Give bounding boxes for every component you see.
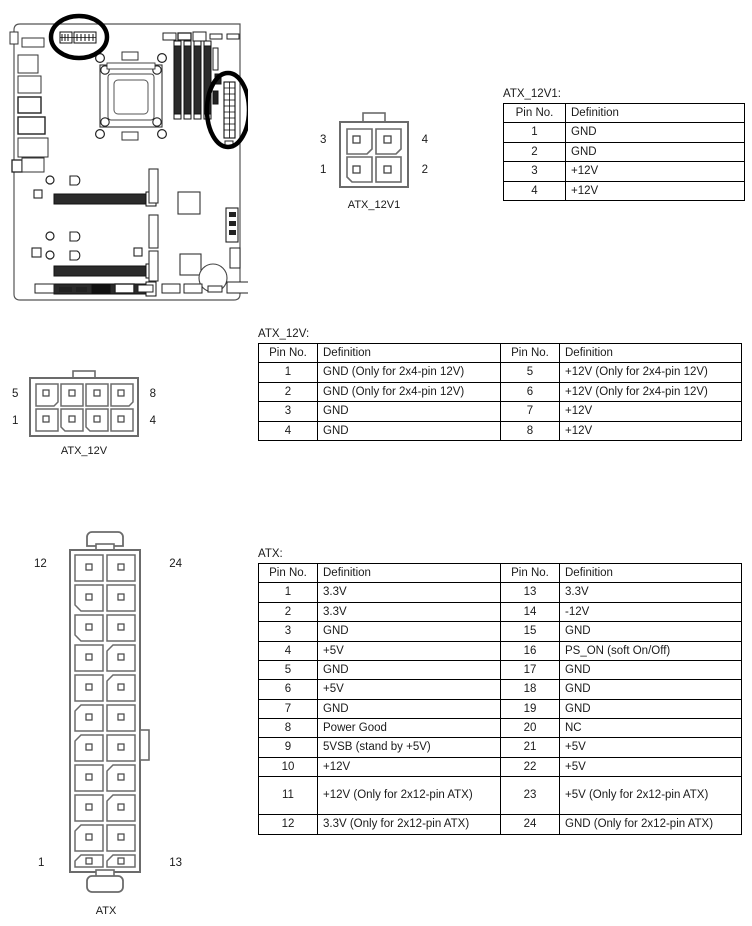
table-row xyxy=(259,382,742,401)
table-row xyxy=(504,181,745,200)
table-row xyxy=(504,162,745,181)
cell-definition-left: +5V xyxy=(318,680,501,699)
atx-connector-drawing xyxy=(26,530,186,920)
col-header-definition-left: Definition xyxy=(318,564,501,583)
cell-pin-left: 3 xyxy=(259,402,318,421)
cell-pin-left: 5 xyxy=(259,660,318,679)
table-row xyxy=(259,421,742,440)
col-header-definition-right: Definition xyxy=(560,564,742,583)
cell-pin-left: 12 xyxy=(259,815,318,834)
cell-pin-right: 15 xyxy=(501,622,560,641)
cell-pin-left: 3 xyxy=(259,622,318,641)
cell-definition-left: GND xyxy=(318,622,501,641)
table-row xyxy=(259,602,742,621)
cell-definition-right: NC xyxy=(560,719,742,738)
col-header-pin-no-right: Pin No. xyxy=(501,344,560,363)
atx12v-connector-svg xyxy=(27,370,141,440)
cell-pin-right: 21 xyxy=(501,738,560,757)
atx12v-pin-4-label: 4 xyxy=(149,415,156,427)
table-row xyxy=(259,641,742,660)
cell-pin-right: 17 xyxy=(501,660,560,679)
atx-table-block xyxy=(258,548,742,835)
cell-definition-left: 5VSB (stand by +5V) xyxy=(318,738,501,757)
cell-pin-right: 19 xyxy=(501,699,560,718)
col-header-pin-no-left: Pin No. xyxy=(259,344,318,363)
table-row xyxy=(259,738,742,757)
table-row xyxy=(504,123,745,142)
cell-definition-left: +12V xyxy=(318,757,501,776)
table-row xyxy=(504,142,745,161)
cell-pin: 1 xyxy=(504,123,566,142)
cell-definition-left: GND xyxy=(318,660,501,679)
col-header-pin-no-left: Pin No. xyxy=(259,564,318,583)
highlight-callouts xyxy=(8,8,248,303)
atx-pin-12-label: 12 xyxy=(34,558,47,570)
cell-pin: 2 xyxy=(504,142,566,161)
atx12v1-connector-label: ATX_12V1 xyxy=(347,199,401,211)
cell-definition: GND xyxy=(566,142,745,161)
cell-definition-left: GND xyxy=(318,421,501,440)
cell-definition-left: +5V xyxy=(318,641,501,660)
atx12v-table-block xyxy=(258,328,742,441)
atx12v1-table-block xyxy=(503,88,745,201)
atx-connector-svg xyxy=(62,530,150,895)
cell-pin-left: 10 xyxy=(259,757,318,776)
cell-definition: +12V xyxy=(566,181,745,200)
atx12v1-connector-drawing xyxy=(318,112,430,217)
cell-pin-right: 24 xyxy=(501,815,560,834)
atx12v1-pin-1-label: 1 xyxy=(320,164,327,176)
cell-pin-left: 7 xyxy=(259,699,318,718)
cell-definition-right: GND (Only for 2x12-pin ATX) xyxy=(560,815,742,834)
cell-definition-left: 3.3V (Only for 2x12-pin ATX) xyxy=(318,815,501,834)
table-row xyxy=(259,815,742,834)
cell-definition-right: +12V xyxy=(560,402,742,421)
cell-pin-right: 23 xyxy=(501,777,560,815)
atx12v-connector-label: ATX_12V xyxy=(60,445,108,457)
cell-definition-left: +12V (Only for 2x12-pin ATX) xyxy=(318,777,501,815)
atx12v-callout-ellipse xyxy=(51,16,107,58)
cell-pin-right: 8 xyxy=(501,421,560,440)
cell-definition: GND xyxy=(566,123,745,142)
cell-definition-left: GND (Only for 2x4-pin 12V) xyxy=(318,363,501,382)
cell-definition-right: GND xyxy=(560,622,742,641)
cell-pin-left: 4 xyxy=(259,421,318,440)
cell-definition-right: +5V (Only for 2x12-pin ATX) xyxy=(560,777,742,815)
col-header-definition: Definition xyxy=(566,104,745,123)
cell-pin-left: 4 xyxy=(259,641,318,660)
table-header-row xyxy=(259,564,742,583)
col-header-definition-right: Definition xyxy=(560,344,742,363)
table-row xyxy=(259,660,742,679)
cell-definition-right: GND xyxy=(560,660,742,679)
cell-pin: 3 xyxy=(504,162,566,181)
table-row xyxy=(259,583,742,602)
cell-pin-left: 8 xyxy=(259,719,318,738)
atx-pin-table xyxy=(258,563,742,835)
cell-definition: +12V xyxy=(566,162,745,181)
atx12v-pin-8-label: 8 xyxy=(149,388,156,400)
cell-pin-left: 2 xyxy=(259,602,318,621)
col-header-definition-left: Definition xyxy=(318,344,501,363)
cell-definition-right: +12V (Only for 2x4-pin 12V) xyxy=(560,382,742,401)
atx12v-pin-1-label: 1 xyxy=(12,415,19,427)
atx12v-pin-table xyxy=(258,343,742,441)
table-row xyxy=(259,680,742,699)
motherboard-diagram xyxy=(8,8,248,303)
cell-pin-right: 6 xyxy=(501,382,560,401)
cell-definition-right: 3.3V xyxy=(560,583,742,602)
cell-pin-left: 9 xyxy=(259,738,318,757)
cell-pin-left: 1 xyxy=(259,363,318,382)
atx-connector-label: ATX xyxy=(95,905,117,917)
cell-definition-right: +12V xyxy=(560,421,742,440)
cell-pin-left: 2 xyxy=(259,382,318,401)
atx12v1-pin-table xyxy=(503,103,745,201)
cell-definition-right: PS_ON (soft On/Off) xyxy=(560,641,742,660)
cell-pin-right: 7 xyxy=(501,402,560,421)
atx24-callout-ellipse xyxy=(207,73,248,147)
cell-definition-right: -12V xyxy=(560,602,742,621)
cell-definition-left: Power Good xyxy=(318,719,501,738)
atx-pin-13-label: 13 xyxy=(169,857,182,869)
cell-pin-right: 5 xyxy=(501,363,560,382)
atx12v-pin-5-label: 5 xyxy=(12,388,19,400)
cell-pin-right: 14 xyxy=(501,602,560,621)
cell-definition-right: GND xyxy=(560,699,742,718)
cell-definition-right: +5V xyxy=(560,738,742,757)
atx12v1-pin-2-label: 2 xyxy=(421,164,428,176)
cell-definition-left: 3.3V xyxy=(318,583,501,602)
table-header-row xyxy=(259,344,742,363)
table-row xyxy=(259,363,742,382)
cell-definition-right: GND xyxy=(560,680,742,699)
table-row xyxy=(259,757,742,776)
atx12v1-pin-4-label: 4 xyxy=(421,134,428,146)
cell-pin-left: 11 xyxy=(259,777,318,815)
atx-pin-24-label: 24 xyxy=(169,558,182,570)
cell-definition-left: GND (Only for 2x4-pin 12V) xyxy=(318,382,501,401)
atx-pin-1-label: 1 xyxy=(38,857,45,869)
cell-pin-right: 16 xyxy=(501,641,560,660)
atx12v1-pin-3-label: 3 xyxy=(320,134,327,146)
atx12v1-table-caption: ATX_12V1: xyxy=(503,88,561,100)
atx12v-table-caption: ATX_12V: xyxy=(258,328,310,340)
table-row xyxy=(259,622,742,641)
cell-definition-left: GND xyxy=(318,402,501,421)
col-header-pin-no-right: Pin No. xyxy=(501,564,560,583)
col-header-pin-no: Pin No. xyxy=(504,104,566,123)
cell-pin-right: 13 xyxy=(501,583,560,602)
atx12v-connector-drawing xyxy=(8,370,160,462)
cell-definition-right: +12V (Only for 2x4-pin 12V) xyxy=(560,363,742,382)
cell-pin-right: 20 xyxy=(501,719,560,738)
cell-definition-left: 3.3V xyxy=(318,602,501,621)
cell-pin: 4 xyxy=(504,181,566,200)
cell-definition-left: GND xyxy=(318,699,501,718)
table-row xyxy=(259,777,742,815)
atx12v1-connector-svg xyxy=(336,112,412,194)
table-row xyxy=(259,402,742,421)
table-row xyxy=(259,719,742,738)
cell-definition-right: +5V xyxy=(560,757,742,776)
atx-table-caption: ATX: xyxy=(258,548,283,560)
cell-pin-left: 6 xyxy=(259,680,318,699)
table-header-row xyxy=(504,104,745,123)
cell-pin-right: 22 xyxy=(501,757,560,776)
cell-pin-left: 1 xyxy=(259,583,318,602)
table-row xyxy=(259,699,742,718)
cell-pin-right: 18 xyxy=(501,680,560,699)
